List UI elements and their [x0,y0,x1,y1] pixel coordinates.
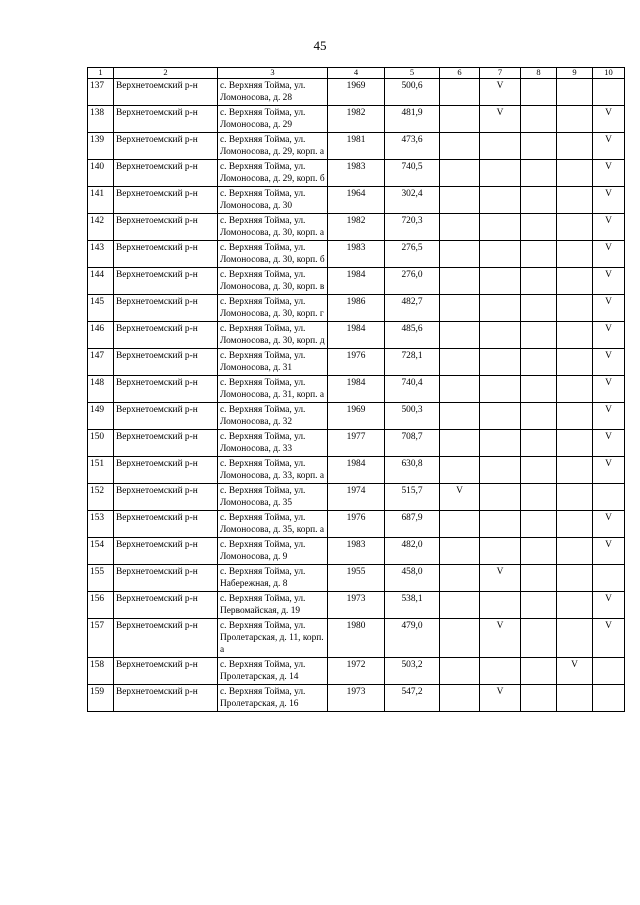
column-6-mark [440,79,480,106]
area-cell: 500,3 [385,403,440,430]
region-cell: Верхнетоемский р-н [114,658,218,685]
column-9-mark [557,403,593,430]
region-cell: Верхнетоемский р-н [114,538,218,565]
column-6-mark [440,187,480,214]
column-7-mark [480,430,521,457]
row-number: 138 [88,106,114,133]
row-number: 139 [88,133,114,160]
column-header: 4 [328,68,385,79]
address-cell: с. Верхняя Тойма, ул. Ломоносова, д. 28 [218,79,328,106]
column-9-mark [557,160,593,187]
region-cell: Верхнетоемский р-н [114,295,218,322]
column-10-mark: V [593,403,625,430]
row-number: 153 [88,511,114,538]
row-number: 155 [88,565,114,592]
column-6-mark [440,376,480,403]
column-header: 7 [480,68,521,79]
column-6-mark [440,619,480,658]
column-6-mark [440,685,480,712]
column-9-mark [557,79,593,106]
region-cell: Верхнетоемский р-н [114,214,218,241]
year-cell: 1972 [328,658,385,685]
area-cell: 503,2 [385,658,440,685]
area-cell: 473,6 [385,133,440,160]
region-cell: Верхнетоемский р-н [114,133,218,160]
address-cell: с. Верхняя Тойма, ул. Ломоносова, д. 30 [218,187,328,214]
address-cell: с. Верхняя Тойма, ул. Пролетарская, д. 11, корп. а [218,619,328,658]
row-number: 152 [88,484,114,511]
column-8-mark [521,268,557,295]
column-header: 1 [88,68,114,79]
area-cell: 458,0 [385,565,440,592]
column-6-mark [440,241,480,268]
column-8-mark [521,592,557,619]
region-cell: Верхнетоемский р-н [114,349,218,376]
column-header: 10 [593,68,625,79]
table-row [88,133,625,160]
region-cell: Верхнетоемский р-н [114,430,218,457]
table-row [88,511,625,538]
column-6-mark [440,538,480,565]
column-9-mark [557,187,593,214]
row-number: 158 [88,658,114,685]
year-cell: 1964 [328,187,385,214]
row-number: 156 [88,592,114,619]
column-9-mark [557,457,593,484]
column-8-mark [521,106,557,133]
table-header-row [88,68,625,79]
address-cell: с. Верхняя Тойма, ул. Ломоносова, д. 30, корп. б [218,241,328,268]
table-row [88,241,625,268]
address-cell: с. Верхняя Тойма, ул. Ломоносова, д. 31 [218,349,328,376]
column-10-mark: V [593,376,625,403]
table-row [88,106,625,133]
year-cell: 1984 [328,457,385,484]
row-number: 146 [88,322,114,349]
column-8-mark [521,79,557,106]
column-7-mark [480,187,521,214]
row-number: 141 [88,187,114,214]
column-7-mark: V [480,619,521,658]
column-7-mark [480,484,521,511]
column-header: 6 [440,68,480,79]
column-7-mark [480,214,521,241]
year-cell: 1984 [328,376,385,403]
column-7-mark [480,376,521,403]
column-10-mark: V [593,106,625,133]
column-6-mark [440,658,480,685]
region-cell: Верхнетоемский р-н [114,511,218,538]
table-row [88,619,625,658]
year-cell: 1984 [328,322,385,349]
column-9-mark [557,106,593,133]
housing-register-table [87,67,625,712]
area-cell: 276,5 [385,241,440,268]
address-cell: с. Верхняя Тойма, ул. Ломоносова, д. 33 [218,430,328,457]
column-8-mark [521,457,557,484]
row-number: 137 [88,79,114,106]
column-header: 2 [114,68,218,79]
area-cell: 547,2 [385,685,440,712]
column-header: 9 [557,68,593,79]
column-10-mark: V [593,214,625,241]
address-cell: с. Верхняя Тойма, ул. Ломоносова, д. 31, корп. а [218,376,328,403]
column-header: 3 [218,68,328,79]
year-cell: 1969 [328,403,385,430]
address-cell: с. Верхняя Тойма, ул. Пролетарская, д. 14 [218,658,328,685]
area-cell: 276,0 [385,268,440,295]
column-10-mark: V [593,268,625,295]
row-number: 154 [88,538,114,565]
row-number: 157 [88,619,114,658]
table-row [88,430,625,457]
column-9-mark [557,430,593,457]
year-cell: 1983 [328,241,385,268]
column-9-mark: V [557,658,593,685]
column-9-mark [557,295,593,322]
column-10-mark [593,484,625,511]
column-6-mark [440,457,480,484]
column-9-mark [557,214,593,241]
column-8-mark [521,658,557,685]
column-7-mark [480,511,521,538]
column-9-mark [557,565,593,592]
year-cell: 1983 [328,160,385,187]
column-6-mark [440,133,480,160]
area-cell: 740,4 [385,376,440,403]
address-cell: с. Верхняя Тойма, ул. Ломоносова, д. 30, корп. а [218,214,328,241]
column-10-mark: V [593,295,625,322]
column-6-mark [440,295,480,322]
column-6-mark [440,511,480,538]
address-cell: с. Верхняя Тойма, ул. Ломоносова, д. 29 [218,106,328,133]
region-cell: Верхнетоемский р-н [114,565,218,592]
region-cell: Верхнетоемский р-н [114,106,218,133]
column-7-mark: V [480,79,521,106]
address-cell: с. Верхняя Тойма, ул. Пролетарская, д. 16 [218,685,328,712]
column-6-mark [440,349,480,376]
column-10-mark: V [593,619,625,658]
column-8-mark [521,160,557,187]
table-row [88,592,625,619]
column-8-mark [521,685,557,712]
table-row [88,376,625,403]
column-10-mark: V [593,241,625,268]
table-row [88,403,625,430]
year-cell: 1981 [328,133,385,160]
column-7-mark: V [480,106,521,133]
area-cell: 728,1 [385,349,440,376]
year-cell: 1976 [328,511,385,538]
table-row [88,79,625,106]
area-cell: 515,7 [385,484,440,511]
address-cell: с. Верхняя Тойма, ул. Ломоносова, д. 32 [218,403,328,430]
row-number: 150 [88,430,114,457]
column-7-mark [480,295,521,322]
column-header: 5 [385,68,440,79]
column-10-mark [593,565,625,592]
year-cell: 1973 [328,592,385,619]
address-cell: с. Верхняя Тойма, ул. Ломоносова, д. 30, корп. д [218,322,328,349]
column-8-mark [521,484,557,511]
column-9-mark [557,268,593,295]
area-cell: 479,0 [385,619,440,658]
column-9-mark [557,592,593,619]
row-number: 140 [88,160,114,187]
table-row [88,160,625,187]
column-9-mark [557,511,593,538]
column-header: 8 [521,68,557,79]
area-cell: 482,0 [385,538,440,565]
address-cell: с. Верхняя Тойма, ул. Ломоносова, д. 33, корп. а [218,457,328,484]
column-8-mark [521,376,557,403]
region-cell: Верхнетоемский р-н [114,268,218,295]
region-cell: Верхнетоемский р-н [114,685,218,712]
address-cell: с. Верхняя Тойма, ул. Ломоносова, д. 9 [218,538,328,565]
column-9-mark [557,349,593,376]
area-cell: 485,6 [385,322,440,349]
row-number: 143 [88,241,114,268]
column-10-mark [593,79,625,106]
address-cell: с. Верхняя Тойма, ул. Ломоносова, д. 35 [218,484,328,511]
table-row [88,457,625,484]
row-number: 148 [88,376,114,403]
column-10-mark: V [593,457,625,484]
column-8-mark [521,187,557,214]
table-row [88,565,625,592]
page-number: 45 [313,38,327,53]
row-number: 145 [88,295,114,322]
region-cell: Верхнетоемский р-н [114,241,218,268]
column-8-mark [521,619,557,658]
column-9-mark [557,619,593,658]
column-7-mark [480,241,521,268]
area-cell: 720,3 [385,214,440,241]
column-10-mark: V [593,133,625,160]
year-cell: 1982 [328,214,385,241]
region-cell: Верхнетоемский р-н [114,484,218,511]
area-cell: 481,9 [385,106,440,133]
column-7-mark [480,133,521,160]
column-9-mark [557,241,593,268]
column-10-mark: V [593,322,625,349]
column-9-mark [557,133,593,160]
area-cell: 500,6 [385,79,440,106]
column-10-mark [593,685,625,712]
year-cell: 1969 [328,79,385,106]
year-cell: 1977 [328,430,385,457]
column-10-mark: V [593,511,625,538]
address-cell: с. Верхняя Тойма, ул. Первомайская, д. 19 [218,592,328,619]
column-7-mark [480,160,521,187]
table-row [88,295,625,322]
column-10-mark: V [593,160,625,187]
region-cell: Верхнетоемский р-н [114,79,218,106]
address-cell: с. Верхняя Тойма, ул. Ломоносова, д. 35, корп. а [218,511,328,538]
column-6-mark [440,322,480,349]
column-6-mark [440,160,480,187]
area-cell: 740,5 [385,160,440,187]
year-cell: 1974 [328,484,385,511]
column-8-mark [521,430,557,457]
area-cell: 708,7 [385,430,440,457]
column-6-mark [440,565,480,592]
column-9-mark [557,322,593,349]
column-9-mark [557,484,593,511]
region-cell: Верхнетоемский р-н [114,592,218,619]
column-7-mark [480,658,521,685]
area-cell: 482,7 [385,295,440,322]
column-8-mark [521,322,557,349]
table-row [88,685,625,712]
table-row [88,658,625,685]
area-cell: 538,1 [385,592,440,619]
table-row [88,214,625,241]
address-cell: с. Верхняя Тойма, ул. Набережная, д. 8 [218,565,328,592]
column-6-mark [440,214,480,241]
year-cell: 1976 [328,349,385,376]
year-cell: 1955 [328,565,385,592]
column-8-mark [521,349,557,376]
region-cell: Верхнетоемский р-н [114,322,218,349]
table-row [88,268,625,295]
table-row [88,349,625,376]
column-10-mark: V [593,592,625,619]
column-7-mark [480,538,521,565]
table-row [88,187,625,214]
row-number: 151 [88,457,114,484]
row-number: 159 [88,685,114,712]
year-cell: 1986 [328,295,385,322]
column-8-mark [521,133,557,160]
column-10-mark [593,658,625,685]
column-8-mark [521,295,557,322]
address-cell: с. Верхняя Тойма, ул. Ломоносова, д. 29, корп. б [218,160,328,187]
address-cell: с. Верхняя Тойма, ул. Ломоносова, д. 30, корп. в [218,268,328,295]
column-8-mark [521,538,557,565]
column-7-mark: V [480,565,521,592]
column-8-mark [521,214,557,241]
column-9-mark [557,685,593,712]
column-7-mark: V [480,685,521,712]
year-cell: 1984 [328,268,385,295]
column-6-mark [440,403,480,430]
column-6-mark [440,592,480,619]
column-9-mark [557,376,593,403]
year-cell: 1983 [328,538,385,565]
area-cell: 630,8 [385,457,440,484]
year-cell: 1982 [328,106,385,133]
row-number: 147 [88,349,114,376]
area-cell: 302,4 [385,187,440,214]
region-cell: Верхнетоемский р-н [114,457,218,484]
column-10-mark: V [593,349,625,376]
region-cell: Верхнетоемский р-н [114,403,218,430]
area-cell: 687,9 [385,511,440,538]
column-7-mark [480,403,521,430]
table-row [88,484,625,511]
column-7-mark [480,322,521,349]
column-8-mark [521,511,557,538]
column-6-mark [440,430,480,457]
column-7-mark [480,592,521,619]
address-cell: с. Верхняя Тойма, ул. Ломоносова, д. 29, корп. а [218,133,328,160]
column-8-mark [521,565,557,592]
column-7-mark [480,457,521,484]
column-7-mark [480,268,521,295]
column-6-mark [440,106,480,133]
region-cell: Верхнетоемский р-н [114,160,218,187]
year-cell: 1980 [328,619,385,658]
column-6-mark: V [440,484,480,511]
column-8-mark [521,241,557,268]
year-cell: 1973 [328,685,385,712]
region-cell: Верхнетоемский р-н [114,376,218,403]
column-10-mark: V [593,538,625,565]
row-number: 149 [88,403,114,430]
column-9-mark [557,538,593,565]
table-row [88,538,625,565]
address-cell: с. Верхняя Тойма, ул. Ломоносова, д. 30, корп. г [218,295,328,322]
column-6-mark [440,268,480,295]
region-cell: Верхнетоемский р-н [114,619,218,658]
column-10-mark: V [593,187,625,214]
column-10-mark: V [593,430,625,457]
table-row [88,322,625,349]
row-number: 142 [88,214,114,241]
row-number: 144 [88,268,114,295]
region-cell: Верхнетоемский р-н [114,187,218,214]
column-7-mark [480,349,521,376]
column-8-mark [521,403,557,430]
